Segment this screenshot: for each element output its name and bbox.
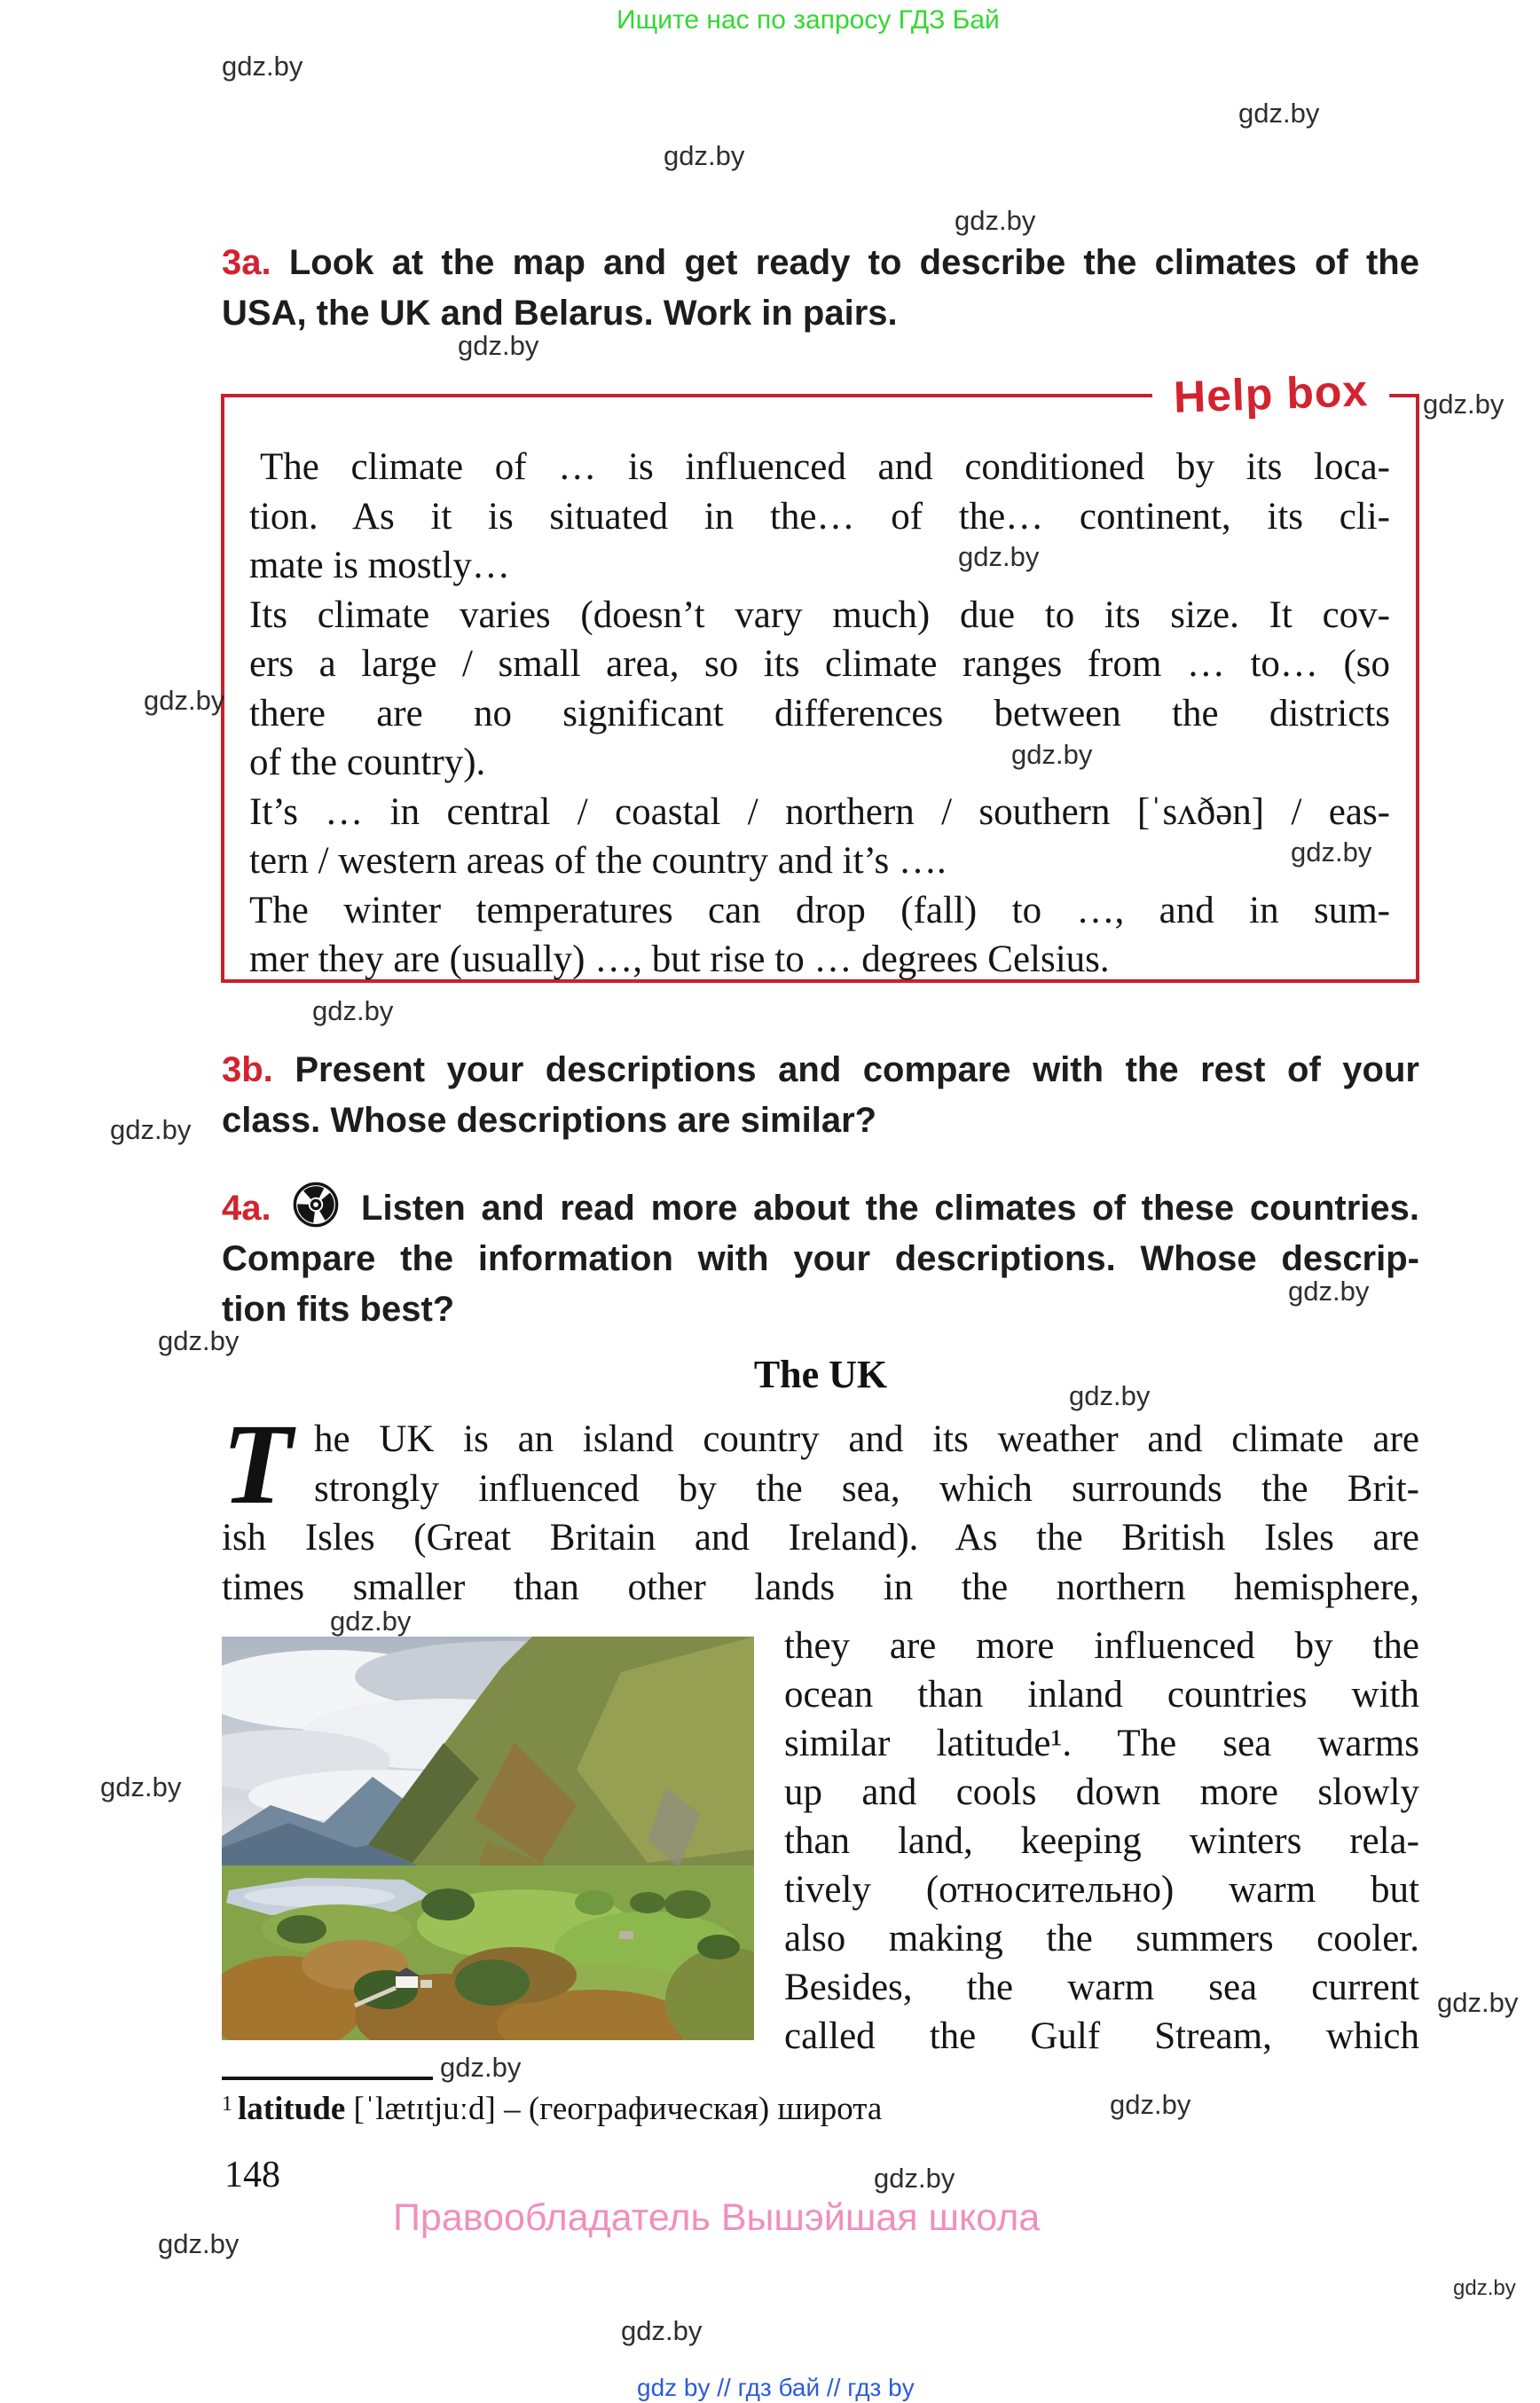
watermark-gdzby: gdz.by xyxy=(1288,1276,1370,1307)
watermark-gdzby: gdz.by xyxy=(1453,2276,1516,2300)
footnote-rest: [ˈlætɪtjuːd] – (географическая) широта xyxy=(345,2091,883,2127)
help-box-line: The winter temperatures can drop (fall) to …, and in sum- xyxy=(249,889,1390,931)
article-title-the-uk: The UK xyxy=(753,1353,888,1396)
watermark-gdzby: gdz.by xyxy=(158,1325,240,1356)
help-box xyxy=(221,365,1419,983)
task-3b-line-1 xyxy=(222,1045,1419,1095)
drop-cap: T xyxy=(222,1401,293,1528)
article-line: up and cools down more slowly xyxy=(784,1771,1419,1813)
watermark-gdzby: gdz.by xyxy=(330,1606,412,1637)
article-line: they are more influenced by the xyxy=(784,1625,1419,1667)
watermark-gdzby: gdz.by xyxy=(1069,1380,1151,1411)
help-box-line: It’s … in central / coastal / northern / southern [ˈsʌðən] / eas- xyxy=(249,790,1390,833)
article-line: ish Isles (Great Britain and Ireland). As the British Isles are xyxy=(222,1517,1419,1559)
footnote-rule xyxy=(222,2077,433,2080)
cd-audio-icon xyxy=(292,1181,340,1229)
article-line: similar latitude¹. The sea warms xyxy=(784,1723,1419,1764)
task-4a xyxy=(222,1181,1419,1335)
task-3a-line-1 xyxy=(222,238,1419,288)
article-line: than land, keeping winters rela- xyxy=(784,1820,1419,1862)
task-4a-line-1 xyxy=(222,1181,1419,1234)
article-line: strongly influenced by the sea, which surrounds the Brit- xyxy=(314,1467,1419,1510)
watermark-gdzby: gdz.by xyxy=(958,541,1040,572)
watermark-gdzby: gdz.by xyxy=(1437,1987,1519,2018)
footnote-term: latitude xyxy=(238,2091,346,2127)
task-4a-text: Listen and read more about the climates of these countries. xyxy=(361,1189,1419,1228)
watermark-gdzby: gdz.by xyxy=(110,1114,192,1145)
article-paragraph-right xyxy=(784,1622,1419,2061)
watermark-gdzby: gdz.by xyxy=(312,995,394,1026)
task-3a-text: Look at the map and get ready to describe the climates of the xyxy=(288,243,1419,282)
uk-valley-photo xyxy=(222,1637,754,2040)
page-number: 148 xyxy=(224,2155,280,2195)
promo-banner: Ищите нас по запросу ГДЗ Бай xyxy=(617,5,1000,35)
article-paragraph-top xyxy=(222,1415,1419,1612)
task-3b-line-2: class. Whose descriptions are similar? xyxy=(222,1101,877,1140)
task-3a xyxy=(222,238,1419,339)
watermark-gdzby: gdz.by xyxy=(144,685,225,716)
article-line: tively (относительно) warm but xyxy=(784,1869,1419,1911)
watermark-gdzby: gdz.by xyxy=(158,2228,240,2259)
watermark-gdzby: gdz.by xyxy=(1011,739,1093,770)
task-4a-line-2: Compare the information with your descriptions. Whose descrip- xyxy=(222,1239,1419,1278)
watermark-gdzby: gdz.by xyxy=(1291,836,1372,868)
help-box-line: The climate of … is influenced and conditioned by its loca- xyxy=(260,446,1390,488)
article-line: ocean than inland countries with xyxy=(784,1674,1419,1716)
watermark-gdzby: gdz.by xyxy=(664,140,745,171)
article-line: called the Gulf Stream, which xyxy=(784,2015,1419,2057)
help-box-line: tion. As it is situated in the… of the… continent, its cli- xyxy=(249,495,1390,538)
watermark-gdzby: gdz.by xyxy=(458,330,539,361)
watermark-gdzby: gdz.by xyxy=(1238,98,1320,129)
article-line: also making the summers cooler. xyxy=(784,1918,1419,1959)
task-4a-line-3: tion fits best? xyxy=(222,1290,455,1329)
task-3a-label: 3a. xyxy=(222,243,271,282)
watermark-gdzby: gdz.by xyxy=(222,51,303,82)
publisher-copyright: Правообладатель Вышэйшая школа xyxy=(393,2196,1041,2239)
watermark-gdzby: gdz.by xyxy=(874,2163,955,2194)
watermark-gdzby: gdz.by xyxy=(621,2315,703,2346)
help-box-line: mer they are (usually) …, but rise to … degrees Celsius. xyxy=(249,938,1110,980)
help-box-line: Its climate varies (doesn’t vary much) due to its size. It cov- xyxy=(249,593,1390,636)
footer-links[interactable]: gdz by // гдз бай // гдз by xyxy=(637,2374,915,2401)
help-box-line: of the country). xyxy=(249,742,486,783)
task-3b-text: Present your descriptions and compare with the rest of your xyxy=(295,1050,1419,1089)
task-3b-label: 3b. xyxy=(222,1050,273,1089)
watermark-gdzby: gdz.by xyxy=(100,1771,182,1802)
footnote-superscript: 1 xyxy=(222,2093,232,2116)
footnote xyxy=(222,2090,882,2128)
help-box-line: tern / western areas of the country and it’s …. xyxy=(249,840,947,882)
task-3b xyxy=(222,1045,1419,1146)
watermark-gdzby: gdz.by xyxy=(1423,389,1505,420)
help-box-line: ers a large / small area, so its climate ranges from … to… (so xyxy=(249,643,1390,685)
task-3a-line-2: USA, the UK and Belarus. Work in pairs. xyxy=(222,294,898,333)
article-line: Besides, the warm sea current xyxy=(784,1967,1419,2008)
help-box-title: Help box xyxy=(1151,361,1390,426)
watermark-gdzby: gdz.by xyxy=(955,205,1036,236)
help-box-line: mate is mostly… xyxy=(249,545,510,586)
task-4a-label: 4a. xyxy=(222,1189,271,1228)
watermark-gdzby: gdz.by xyxy=(440,2052,522,2083)
help-box-text xyxy=(249,443,1390,985)
watermark-gdzby: gdz.by xyxy=(1110,2089,1191,2120)
help-box-line: there are no significant differences between the districts xyxy=(249,692,1390,734)
article-line: times smaller than other lands in the northern hemisphere, xyxy=(222,1566,1419,1608)
article-line: he UK is an island country and its weather and climate are xyxy=(314,1418,1419,1460)
